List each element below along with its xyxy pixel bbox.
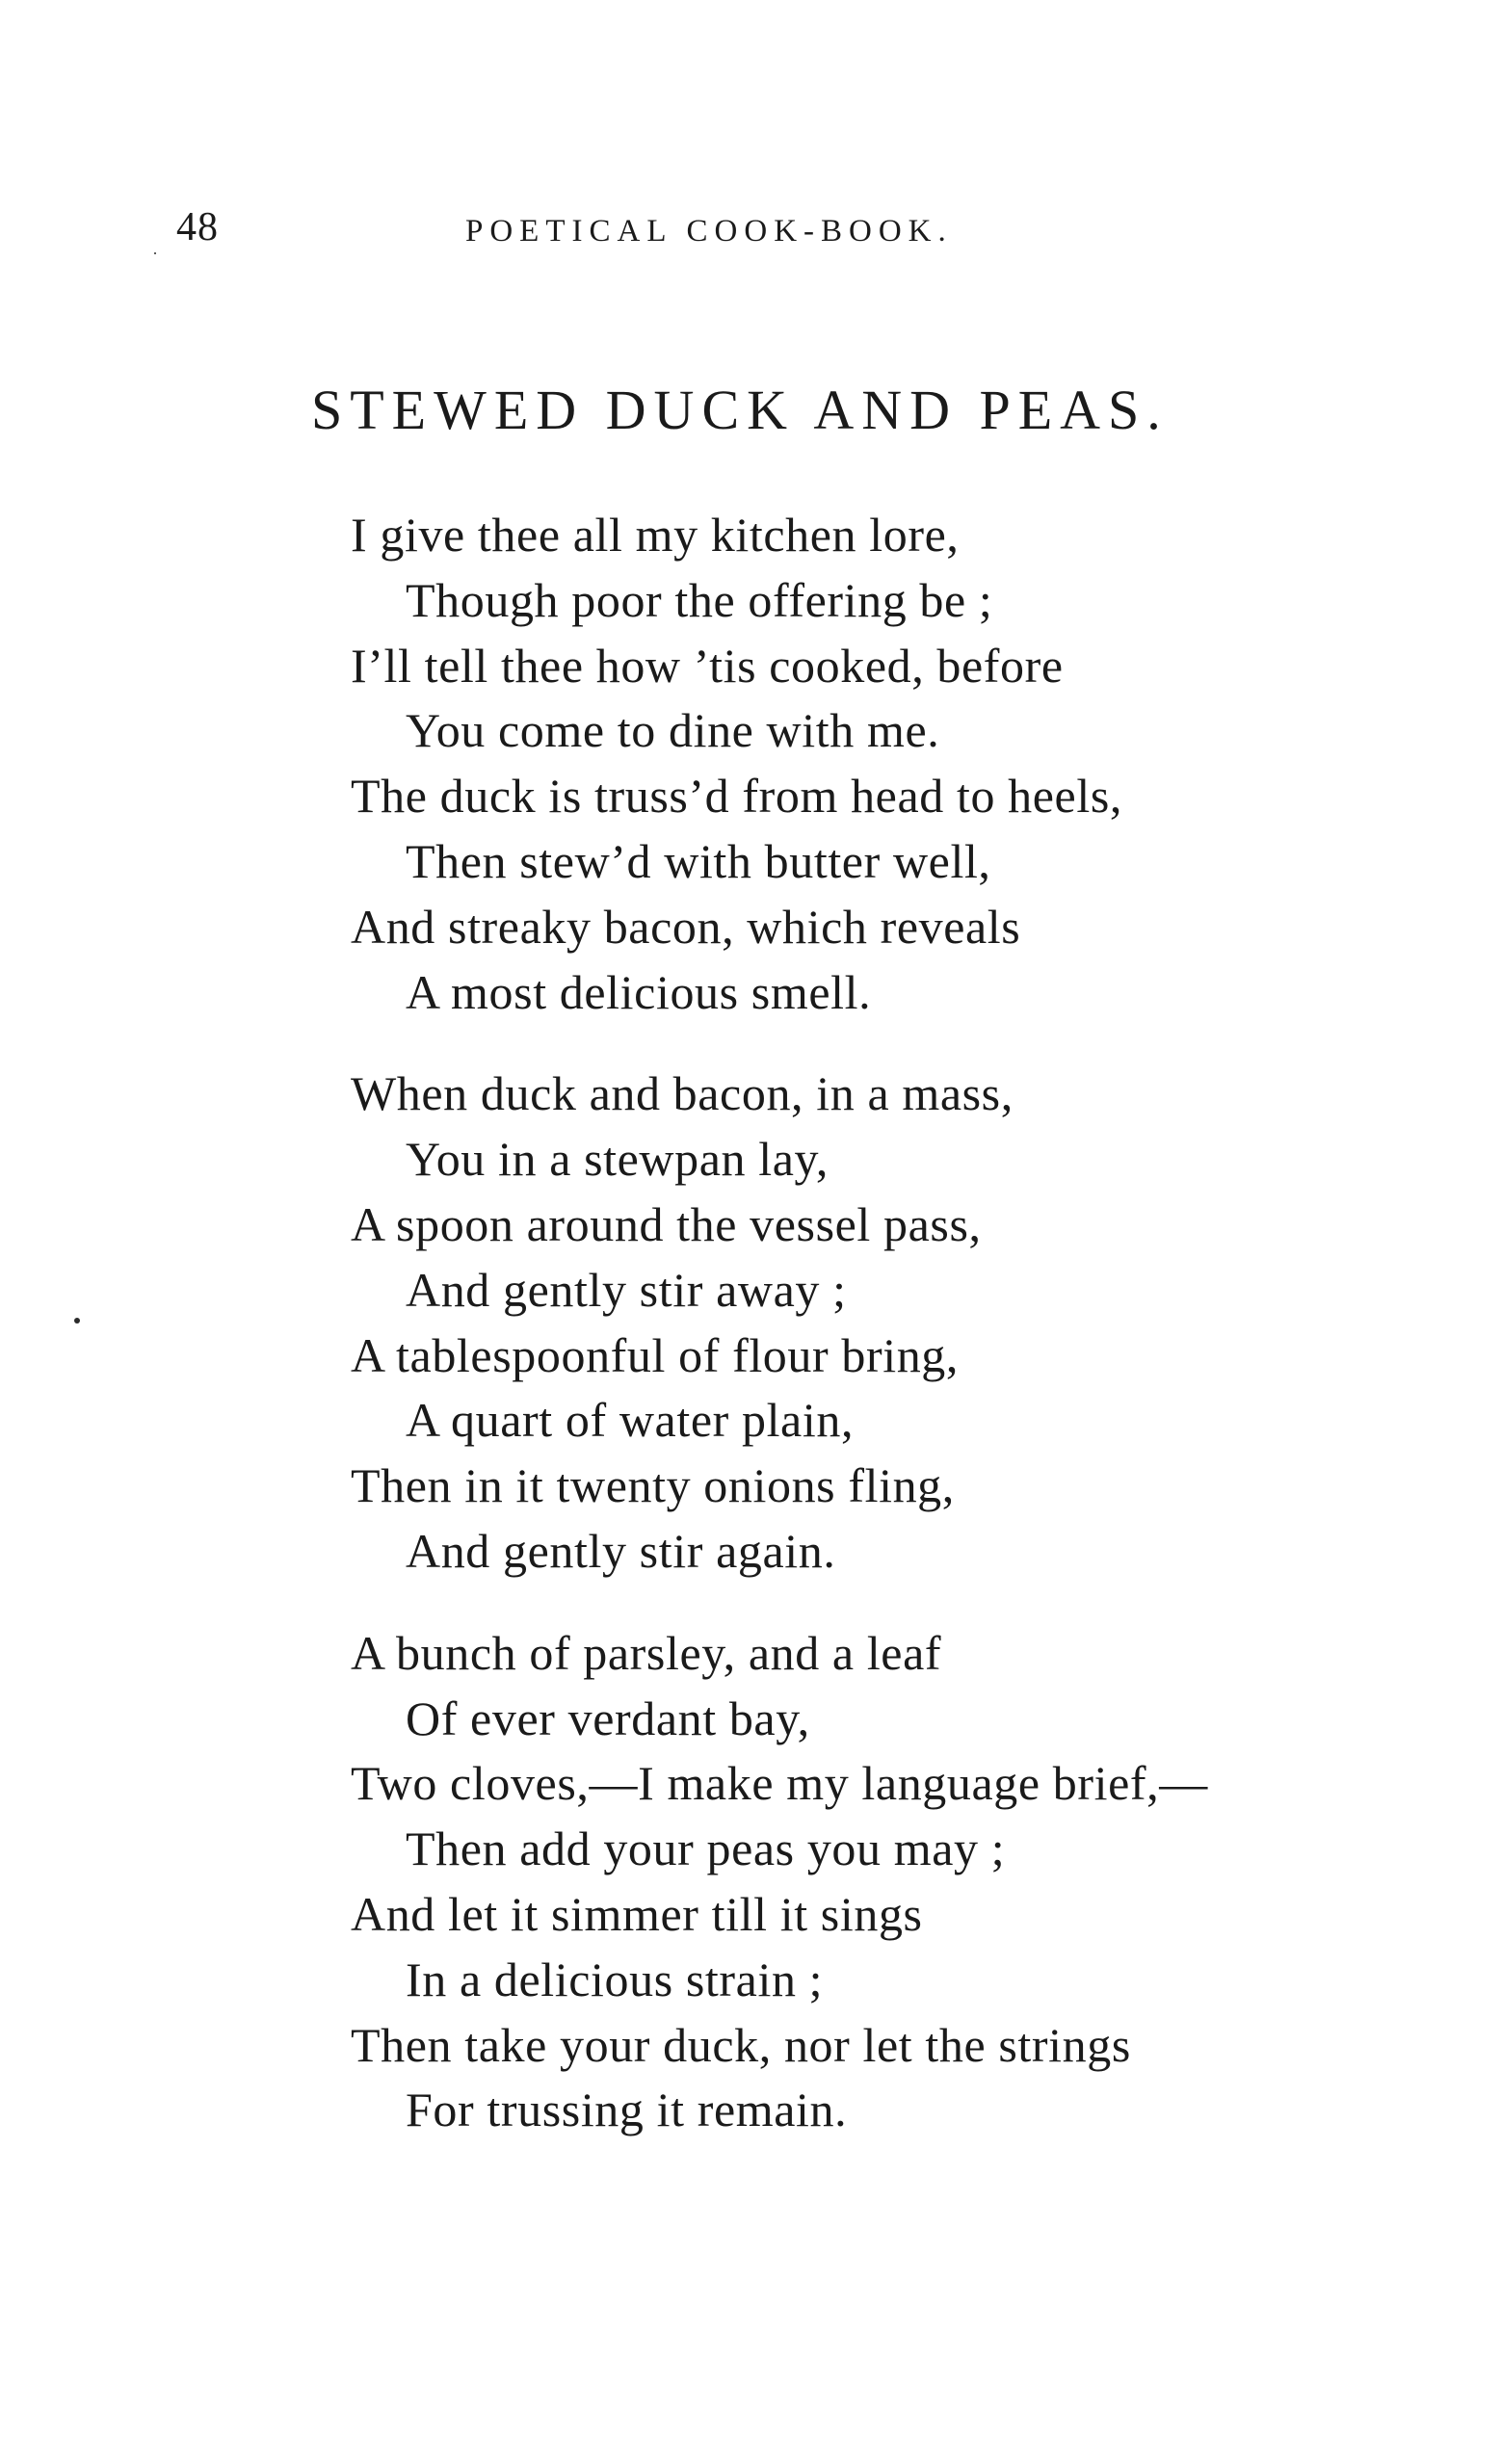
poem-line: When duck and bacon, in a mass, xyxy=(351,1066,1014,1121)
paper-speck xyxy=(74,1318,80,1324)
page-number: 48 xyxy=(176,205,219,249)
poem-line: The duck is truss’d from head to heels, xyxy=(351,769,1122,824)
poem-line: Two cloves,—I make my language brief,— xyxy=(351,1756,1208,1811)
poem-line: You in a stewpan lay, xyxy=(406,1132,829,1187)
poem-line: A quart of water plain, xyxy=(406,1393,855,1448)
poem-line: Then take your duck, nor let the strings xyxy=(351,2017,1131,2072)
poem-line: A tablespoonful of flour bring, xyxy=(351,1327,960,1382)
running-title: POETICAL COOK-BOOK. xyxy=(465,214,953,249)
stanza-3 xyxy=(351,1621,1430,2143)
poem-line: A most delicious smell. xyxy=(406,964,872,1019)
poem-line: And gently stir again. xyxy=(406,1523,836,1578)
stanza-2 xyxy=(351,1062,1430,1584)
poem-line: A bunch of parsley, and a leaf xyxy=(351,1625,942,1680)
stanza-1 xyxy=(351,503,1430,1025)
poem-line: And gently stir away ; xyxy=(406,1262,847,1317)
poem-line: I give thee all my kitchen lore, xyxy=(351,508,960,562)
poem-line: You come to dine with me. xyxy=(406,703,940,758)
paper-speck xyxy=(154,252,156,254)
poem-line: Of ever verdant bay, xyxy=(406,1691,810,1745)
poem-line: Then stew’d with butter well, xyxy=(406,833,991,888)
poem-line: Then add your peas you may ; xyxy=(406,1822,1006,1876)
running-head xyxy=(0,204,1501,262)
poem-line: And let it simmer till it sings xyxy=(351,1886,923,1941)
poem-line: In a delicious strain ; xyxy=(406,1952,824,2006)
poem-title: STEWED DUCK AND PEAS. xyxy=(311,379,1169,441)
poem-line: A spoon around the vessel pass, xyxy=(351,1196,982,1251)
poem-line: Then in it twenty onions fling, xyxy=(351,1458,955,1513)
poem-line: And streaky bacon, which reveals xyxy=(351,899,1021,954)
poem-line: Though poor the offering be ; xyxy=(406,572,993,627)
poem-body xyxy=(351,503,1430,2143)
poem-line: I’ll tell thee how ’tis cooked, before xyxy=(351,638,1064,693)
poem-line: For trussing it remain. xyxy=(406,2083,848,2137)
